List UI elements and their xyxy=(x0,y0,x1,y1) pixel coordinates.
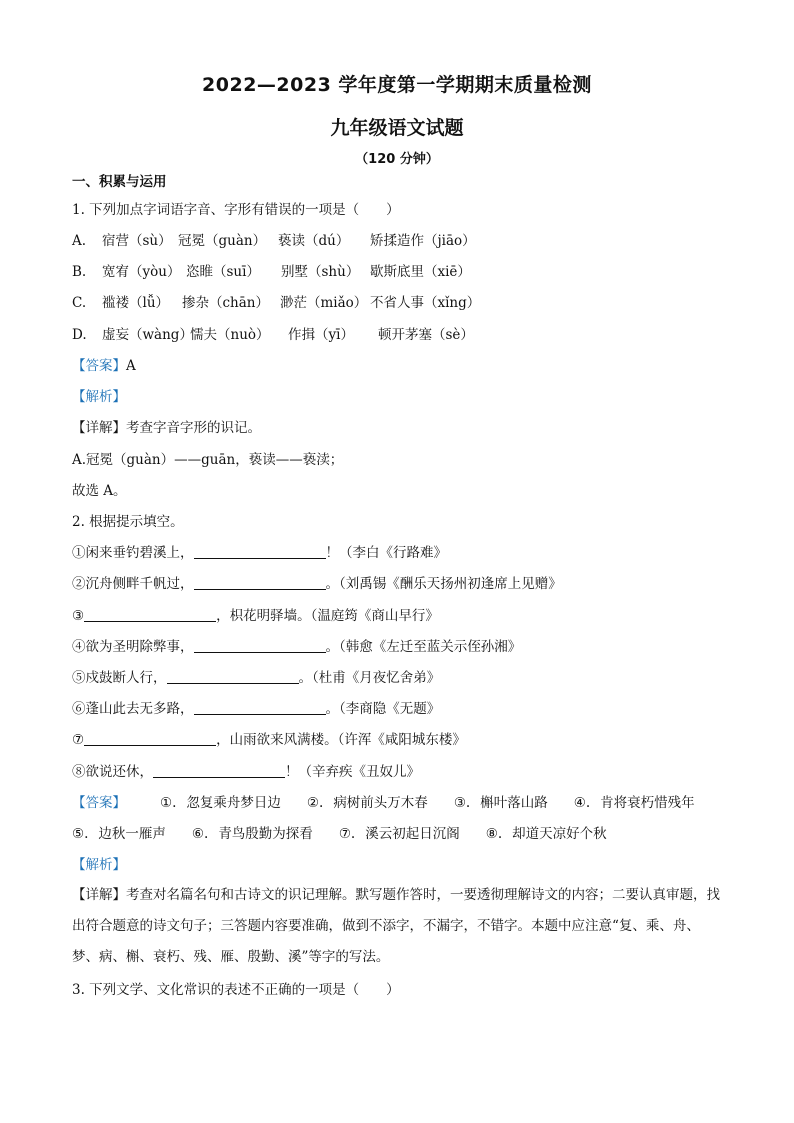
answer-item: ②. 病树前头万木春 xyxy=(306,795,428,811)
fill-blank[interactable] xyxy=(84,607,216,622)
detail-tag: 【详解】 xyxy=(72,420,126,436)
option-word: 虚妄（wàng） xyxy=(102,327,193,343)
option-letter: B. xyxy=(72,264,87,280)
q2-analysis-tag: 【解析】 xyxy=(72,857,126,873)
q2-stem: 2. 根据提示填空。 xyxy=(72,514,184,530)
item-prefix: ⑧欲说还休， xyxy=(72,764,153,780)
option-word: 不省人事（xǐng） xyxy=(370,295,481,311)
fill-blank[interactable] xyxy=(84,731,216,746)
q3-stem: 3. 下列文学、文化常识的表述不正确的一项是（ ） xyxy=(72,982,400,998)
q1-answer xyxy=(72,357,136,375)
option-word: 冠冕（guàn） xyxy=(178,233,267,249)
answer-item: ⑥. 青鸟殷勤为探看 xyxy=(191,826,313,842)
answer-value: A xyxy=(126,358,136,374)
q2-item xyxy=(72,700,440,718)
q2-item xyxy=(72,544,447,562)
q1-stem: 1. 下列加点字词语字音、字形有错误的一项是（ ） xyxy=(72,202,400,218)
item-suffix: 。（刘禹锡《酬乐天扬州初逢席上见赠》 xyxy=(325,576,562,592)
item-prefix: ⑥蓬山此去无多路， xyxy=(72,701,194,717)
q2-item xyxy=(72,731,466,749)
option-word: 褴褛（lǚ） xyxy=(102,295,170,311)
option-word: 亵读（dú） xyxy=(278,233,350,249)
q1-detail xyxy=(72,419,261,437)
exam-subtitle: 九年级语文试题 xyxy=(330,117,464,139)
fill-blank[interactable] xyxy=(194,638,326,653)
q2-item xyxy=(72,607,439,625)
detail-text: 考查对名篇名句和古诗文的识记理解。默写题作答时，一要透彻理解诗文的内容；二要认真审题，找出符合题意的诗文句子；三答题内容要准确，做到不添字，不漏字，不错字。本题中应注意“复、乘、舟、梦、病、槲、衰朽、残、雁、殷勤、溪”等字的写法。 xyxy=(72,887,720,965)
fill-blank[interactable] xyxy=(194,700,326,715)
answer-item: ⑧. 却道天凉好个秋 xyxy=(485,826,607,842)
q1-option-c xyxy=(72,294,480,312)
option-word: 宽宥（yòu） xyxy=(102,264,181,280)
item-prefix: ①闲来垂钓碧溪上， xyxy=(72,545,194,561)
answer-item: ①. 忽复乘舟梦日边 xyxy=(160,795,281,811)
answer-item: ⑦. 溪云初起日沉阁 xyxy=(338,826,460,842)
option-word: 掺杂（chān） xyxy=(182,295,269,311)
item-suffix: ！（李白《行路难》 xyxy=(325,545,447,561)
item-prefix: ⑤戍鼓断人行， xyxy=(72,670,167,686)
answer-tag: 【答案】 xyxy=(72,358,126,374)
answer-item: ⑤. 边秋一雁声 xyxy=(72,826,166,842)
option-word: 顿开茅塞（sè） xyxy=(378,327,474,343)
fill-blank[interactable] xyxy=(194,575,326,590)
option-word: 宿营（sù） xyxy=(102,233,172,249)
fill-blank[interactable] xyxy=(167,669,299,684)
option-word: 恣睢（suī） xyxy=(186,264,260,280)
item-prefix: ③ xyxy=(72,608,85,624)
item-suffix: 。（李商隐《无题》 xyxy=(325,701,441,717)
detail-tag: 【详解】 xyxy=(72,887,126,903)
item-prefix: ④欲为圣明除弊事， xyxy=(72,639,194,655)
fill-blank[interactable] xyxy=(153,763,285,778)
q2-item xyxy=(72,669,440,687)
q2-item xyxy=(72,763,420,781)
option-letter: C. xyxy=(72,295,87,311)
option-letter: A. xyxy=(72,233,87,249)
exam-title: 2022—2023 学年度第一学期期末质量检测 xyxy=(202,74,592,96)
q2-detail xyxy=(72,880,724,973)
item-suffix: ！（辛弃疾《丑奴儿》 xyxy=(285,764,420,780)
q1-explain: A.冠冕（guàn）——guān，亵读——亵渎； xyxy=(72,452,344,468)
q1-option-b xyxy=(72,263,471,281)
option-word: 渺茫（miǎo） xyxy=(280,295,368,311)
q2-item xyxy=(72,575,562,593)
option-word: 矫揉造作（jiāo） xyxy=(370,233,476,249)
option-word: 歇斯底里（xiē） xyxy=(370,264,471,280)
q1-option-a xyxy=(72,232,476,250)
q2-answer-row-1 xyxy=(72,794,695,812)
q1-option-d xyxy=(72,326,474,344)
fill-blank[interactable] xyxy=(194,544,326,559)
q1-conclusion: 故选 A。 xyxy=(72,483,127,499)
option-word: 别墅（shù） xyxy=(281,264,360,280)
item-suffix: 。（韩愈《左迁至蓝关示侄孙湘》 xyxy=(325,639,522,655)
exam-duration: （120 分钟） xyxy=(355,152,439,167)
q1-analysis-tag: 【解析】 xyxy=(72,389,126,405)
item-prefix: ⑦ xyxy=(72,732,85,748)
option-word: 懦夫（nuò） xyxy=(190,327,270,343)
item-prefix: ②沉舟侧畔千帆过， xyxy=(72,576,194,592)
detail-text: 考查字音字形的识记。 xyxy=(126,420,261,436)
answer-tag: 【答案】 xyxy=(72,795,126,811)
item-suffix: ，枳花明驿墙。（温庭筠《商山早行》 xyxy=(216,608,439,624)
item-suffix: 。（杜甫《月夜忆舍弟》 xyxy=(298,670,441,686)
answer-item: ③. 槲叶落山路 xyxy=(453,795,548,811)
answer-item: ④. 肯将衰朽惜残年 xyxy=(573,795,695,811)
q2-answer-row-2 xyxy=(72,825,633,843)
section-heading: 一、积累与运用 xyxy=(72,174,167,190)
item-suffix: ，山雨欲来风满楼。（许浑《咸阳城东楼》 xyxy=(216,732,466,748)
q2-item xyxy=(72,638,521,656)
option-word: 作揖（yī） xyxy=(288,327,354,343)
option-letter: D. xyxy=(72,327,87,343)
